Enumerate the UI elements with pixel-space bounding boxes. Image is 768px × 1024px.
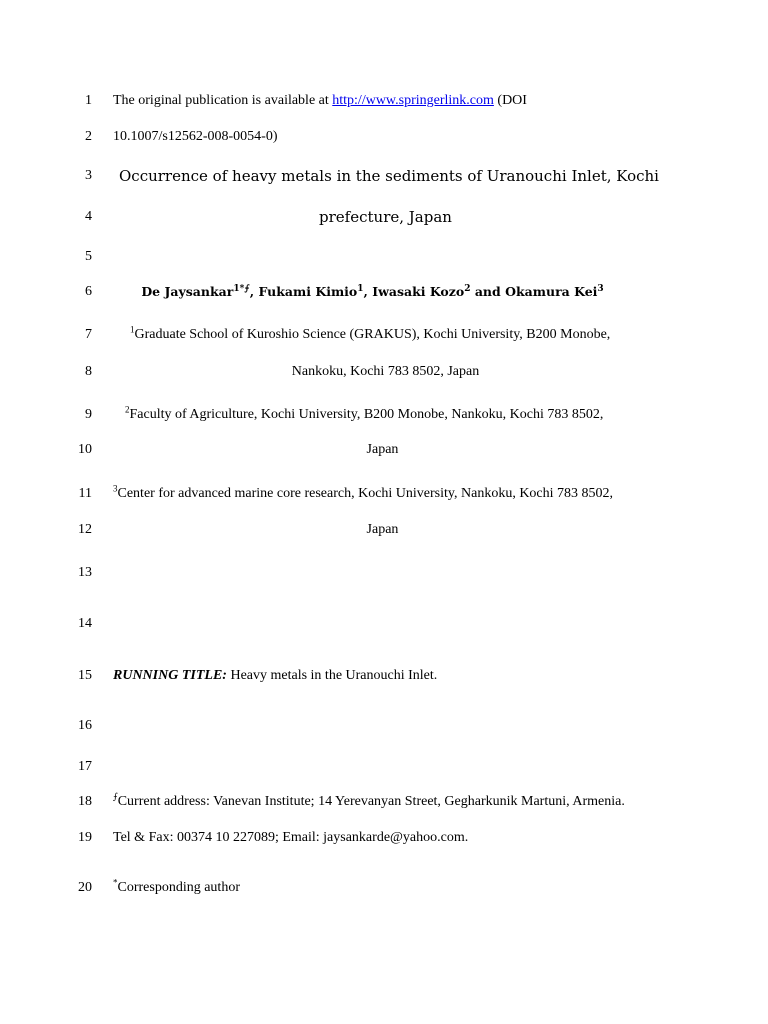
affiliation-1-line2: Nankoku, Kochi 783 8502, Japan <box>291 364 480 379</box>
line-5 <box>0 247 768 267</box>
line-number: 5 <box>85 249 92 264</box>
line-number: 3 <box>85 168 92 183</box>
line-20 <box>0 878 768 898</box>
line-number: 20 <box>78 880 92 895</box>
line-8 <box>0 362 768 382</box>
current-address: ⨍Current address: Vanevan Institute; 14 Yerevanyan Street, Gegharkunik Martuni, Armenia. <box>113 791 625 809</box>
line-number: 11 <box>78 486 92 501</box>
line-14 <box>0 614 768 634</box>
line-number: 8 <box>85 364 92 379</box>
line-number: 7 <box>85 327 92 342</box>
line-10 <box>0 440 768 460</box>
line-1 <box>0 91 768 111</box>
publication-notice: The original publication is available at http://www.springerlink.com (DOI <box>113 93 527 108</box>
line-13 <box>0 563 768 583</box>
line-number: 6 <box>85 284 92 299</box>
line-number: 15 <box>78 668 92 683</box>
line-11 <box>0 484 768 504</box>
springerlink-link[interactable]: http://www.springerlink.com <box>332 93 494 108</box>
line-3 <box>0 166 768 186</box>
affiliation-1-line1: $^1$Graduate School of Kuroshio Science (GRAKUS), Kochi University, B200 Monobe, <box>130 324 611 342</box>
author-list: De Jaysankar$^{1*⨍}$, Fukami Kimio$^1$, Iwasaki Kozo$^2$ and Okamura Kei$^3$ <box>141 283 604 299</box>
line-16 <box>0 716 768 736</box>
line-number: 9 <box>85 407 92 422</box>
line-6 <box>0 282 768 302</box>
line-number: 1 <box>85 93 92 108</box>
affiliation-3-line1: $^3$Center for advanced marine core research, Kochi University, Nankoku, Kochi 783 8502, <box>113 483 614 501</box>
line-number: 2 <box>85 129 92 144</box>
line-4 <box>0 207 768 227</box>
affiliation-2-line2: Japan <box>366 442 399 457</box>
line-17 <box>0 757 768 777</box>
doi-text: 10.1007/s12562-008-0054-0) <box>113 129 278 144</box>
line-number: 19 <box>78 830 92 845</box>
paper-title-line2: prefecture, Japan <box>319 208 452 226</box>
line-15 <box>0 666 768 686</box>
line-number: 10 <box>78 442 92 457</box>
line-number: 14 <box>78 616 92 631</box>
line-9 <box>0 405 768 425</box>
line-7 <box>0 325 768 345</box>
line-number: 18 <box>78 794 92 809</box>
line-12 <box>0 520 768 540</box>
line-number: 13 <box>78 565 92 580</box>
running-title-label: RUNNING TITLE: <box>113 668 227 683</box>
line-18 <box>0 792 768 812</box>
line-number: 4 <box>85 209 92 224</box>
paper-title-line1: Occurrence of heavy metals in the sediments of Uranouchi Inlet, Kochi <box>119 167 659 185</box>
affiliation-3-line2: Japan <box>366 522 399 537</box>
line-number: 12 <box>78 522 92 537</box>
line-19 <box>0 828 768 848</box>
contact-info: Tel & Fax: 00374 10 227089; Email: jaysankarde@yahoo.com. <box>113 830 469 845</box>
line-number: 17 <box>78 759 92 774</box>
corresponding-author-note: *Corresponding author <box>113 877 240 895</box>
line-number: 16 <box>78 718 92 733</box>
running-title: RUNNING TITLE: Heavy metals in the Uranouchi Inlet. <box>113 668 438 683</box>
line-2 <box>0 127 768 147</box>
affiliation-2-line1: $^2$Faculty of Agriculture, Kochi University, B200 Monobe, Nankoku, Kochi 783 8502, <box>125 404 604 422</box>
